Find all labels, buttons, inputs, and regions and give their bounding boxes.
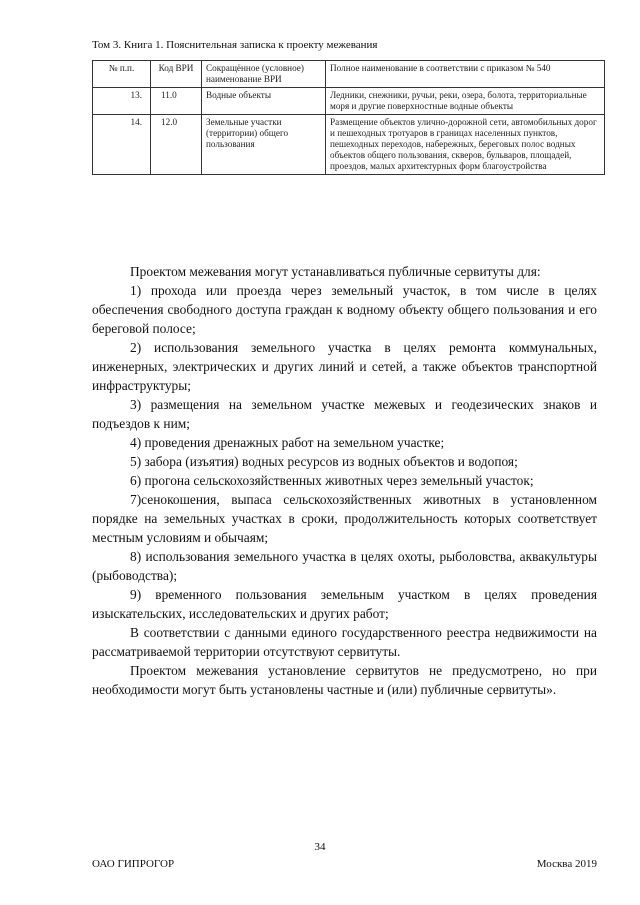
- table-row: [93, 88, 605, 115]
- column-header: Полное наименование в соответствии с приказом № 540: [326, 61, 605, 88]
- paragraph: 7)сенокошения, выпаса сельскохозяйственных животных в установленном порядке на земельных участках в сроки, продолжительность которых соответствует местным условиям и обычаям;: [92, 492, 597, 545]
- column-header: Код ВРИ: [151, 61, 202, 88]
- paragraph: 2) использования земельного участка в целях ремонта коммунальных, инженерных, электрических и других линий и сетей, а также объектов транспортной инфраструктуры;: [92, 340, 597, 393]
- paragraph: 6) прогона сельскохозяйственных животных через земельный участок;: [130, 473, 534, 488]
- paragraph: 3) размещения на земельном участке межевых и геодезических знаков и подъездов к ним;: [92, 397, 597, 431]
- paragraph: 8) использования земельного участка в целях охоты, рыболовства, аквакультуры (рыбоводства);: [92, 549, 597, 583]
- paragraph: 5) забора (изъятия) водных ресурсов из водных объектов и водопоя;: [130, 454, 518, 469]
- vri-table: [92, 60, 605, 175]
- column-header: Сокращённое (условное) наименование ВРИ: [202, 61, 326, 88]
- paragraph: Проектом межевания установление сервитутов не предусмотрено, но при необходимости могут быть установлены частные и (или) публичные сервитуты».: [92, 663, 597, 697]
- paragraph: 9) временного пользования земельным участком в целях проведения изыскательских, исследовательских и других работ;: [92, 587, 597, 621]
- vri-full-name: Размещение объектов улично-дорожной сети, автомобильных дорог и пешеходных тротуаров в границах населенных пунктов, пешеходных переходов, набережных, береговых полос водных объектов общего пользования, скверов, бульваров, площадей, проездов, малых архитектурных форм благоустройства: [326, 115, 605, 175]
- row-number: 13.: [93, 88, 151, 115]
- footer-organization: ОАО ГИПРОГОР: [92, 858, 175, 870]
- paragraph: Проектом межевания могут устанавливаться публичные сервитуты для:: [130, 264, 541, 279]
- table-header-row: [93, 61, 605, 88]
- document-header: Том 3. Книга 1. Пояснительная записка к проекту межевания: [92, 39, 378, 51]
- vri-short-name: Водные объекты: [202, 88, 326, 115]
- vri-full-name: Ледники, снежники, ручьи, реки, озера, болота, территориальные моря и другие поверхностные водные объекты: [326, 88, 605, 115]
- row-number: 14.: [93, 115, 151, 175]
- vri-code: 12.0: [151, 115, 202, 175]
- table-row: [93, 115, 605, 175]
- footer-city-year: Москва 2019: [536, 858, 597, 870]
- vri-short-name: Земельные участки (территории) общего пользования: [202, 115, 326, 175]
- vri-code: 11.0: [151, 88, 202, 115]
- paragraph: 4) проведения дренажных работ на земельном участке;: [130, 435, 445, 450]
- paragraph: 1) прохода или проезда через земельный участок, в том числе в целях обеспечения свободного доступа граждан к водному объекту общего пользования и его береговой полосе;: [92, 283, 597, 336]
- body-text: [92, 262, 597, 699]
- page-number: 34: [314, 841, 326, 853]
- paragraph: В соответствии с данными единого государственного реестра недвижимости на рассматриваемой территории отсутствуют сервитуты.: [92, 625, 597, 659]
- column-header: № п.п.: [93, 61, 151, 88]
